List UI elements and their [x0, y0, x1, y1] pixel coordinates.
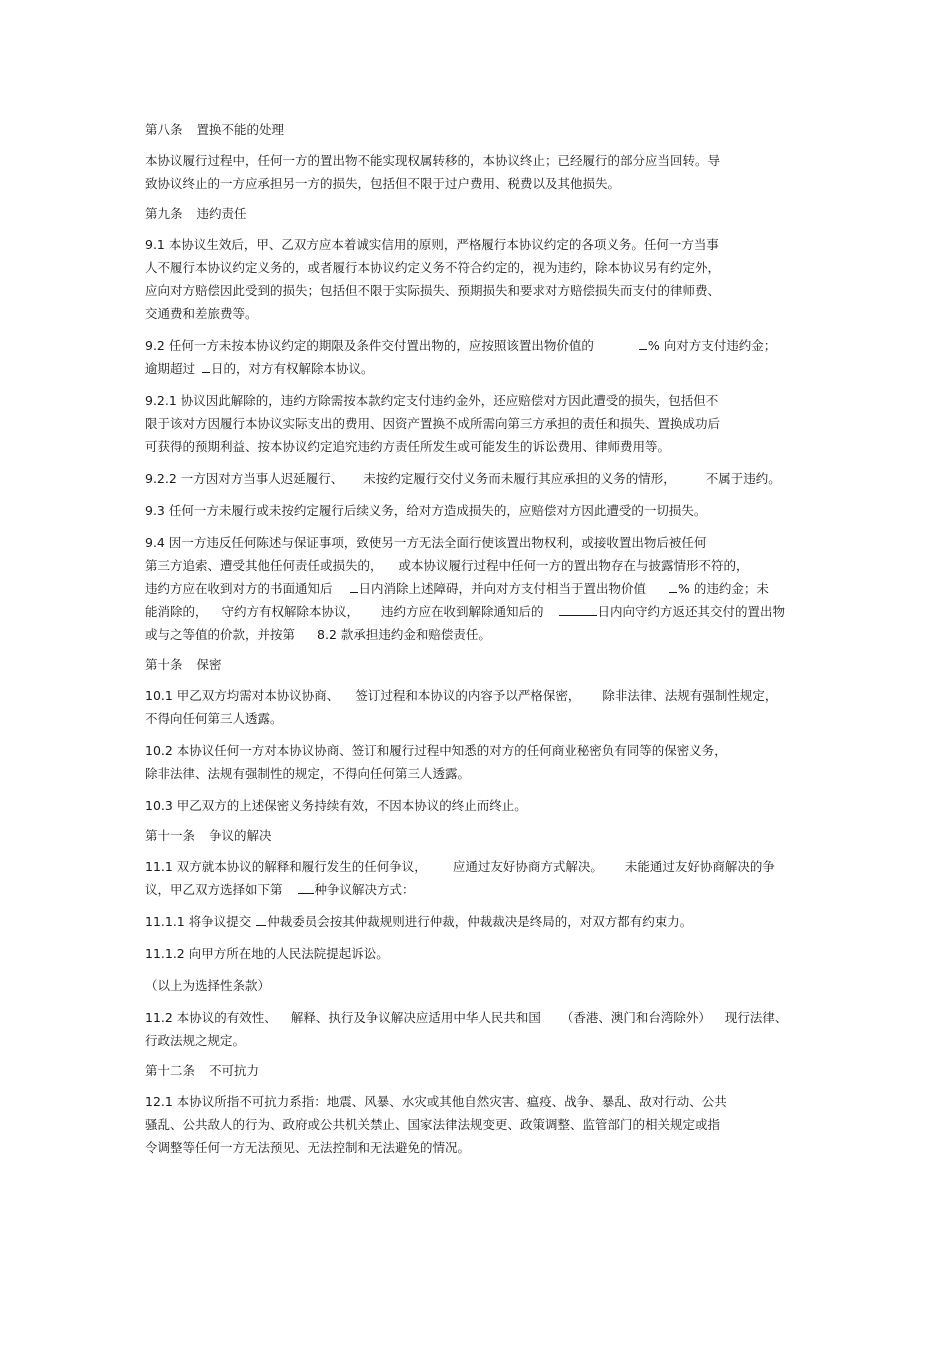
text-line: 10.3 甲乙双方的上述保密义务持续有效，不因本协议的终止而终止。 [145, 798, 527, 813]
clause-10-3 [145, 794, 805, 817]
article-title: 争议的解决 [209, 828, 272, 843]
clause-text: 违约方应在收到对方的书面通知后 [145, 581, 333, 596]
article-number: 第十条 [145, 657, 183, 672]
text-line: 令调整等任何一方无法预见、无法控制和无法避免的情况。 [145, 1140, 471, 1155]
clause-text: 种争议解决方式： [314, 882, 415, 897]
text-line: 致协议终止的一方应承担另一方的损失，包括但不限于过户费用、税费以及其他损失。 [145, 176, 621, 191]
clause-12-1 [145, 1090, 805, 1159]
article-number: 第十二条 [145, 1063, 196, 1078]
text-line [145, 623, 805, 646]
fill-blank[interactable] [350, 579, 358, 593]
text-line: 11.1.2 向甲方所在地的人民法院提起诉讼。 [145, 946, 389, 961]
clause-text: 11.2 本协议的有效性、 [145, 1010, 277, 1025]
clause-text: 日内向守约方返还其交付的置出物 [597, 604, 786, 619]
text-line: 骚乱、公共敌人的行为、政府或公共机关禁止、国家法律法规变更、政策调整、监管部门的相关规定或指 [145, 1117, 721, 1132]
clause-text: 守约方有权解除本协议， [221, 604, 360, 619]
clause-9-2-2 [145, 467, 805, 490]
clause-text: 日的，对方有权解除本协议。 [211, 361, 374, 376]
article-8-paragraph [145, 149, 805, 195]
text-line: 应向对方赔偿因此受到的损失；包括但不限于实际损失、预期损失和要求对方赔偿损失而支付的律师费、 [145, 283, 721, 298]
clause-text: 8.2 款承担违约金和赔偿责任。 [317, 627, 491, 642]
text-line: 限于该对方因履行本协议实际支出的费用、因资产置换不成所需向第三方承担的责任和损失、置换成功后 [145, 416, 721, 431]
clause-text: 未能通过友好协商解决的争 [624, 859, 775, 874]
article-10-heading [145, 655, 805, 675]
clause-9-2 [145, 334, 805, 380]
clause-text: 违约方应在收到解除通知后的 [381, 604, 544, 619]
clause-text: 不属于违约。 [705, 471, 781, 486]
text-line [145, 855, 805, 878]
article-title: 不可抗力 [209, 1063, 260, 1078]
text-line [145, 334, 805, 357]
text-line [145, 878, 805, 901]
text-line [145, 910, 805, 933]
clause-text: 签订过程和本协议的内容予以严格保密， [355, 688, 581, 703]
text-line: 9.4 因一方违反任何陈述与保证事项，致使另一方无法全面行使该置出物权利，或接收置出物后被任何 [145, 535, 707, 550]
text-line: 行政法规之规定。 [145, 1033, 246, 1048]
clause-text: 或与之等值的价款，并按第 [145, 627, 296, 642]
clause-11-1-2 [145, 942, 805, 965]
text-line [145, 1006, 805, 1029]
clause-text: 解释、执行及争议解决应适用中华人民共和国 [290, 1010, 541, 1025]
clause-9-1 [145, 233, 805, 325]
text-line [145, 684, 805, 707]
text-line: 交通费和差旅费等。 [145, 306, 258, 321]
clause-text: 第三方追索、遭受其他任何责任或损失的， [145, 558, 383, 573]
article-title: 置换不能的处理 [196, 122, 285, 137]
text-line [145, 577, 805, 600]
article-9-heading [145, 204, 805, 224]
clause-text: （香港、澳门和台湾除外） [560, 1010, 711, 1025]
text-line [145, 600, 805, 623]
article-number: 第九条 [145, 206, 183, 221]
fill-blank[interactable] [559, 602, 597, 616]
clause-9-3 [145, 499, 805, 522]
text-line: 10.2 本协议任何一方对本协议协商、签订和履行过程中知悉的对方的任何商业秘密负有同等的保密义务， [145, 743, 727, 758]
text-line [145, 554, 805, 577]
text-line [145, 357, 805, 380]
text-line: 9.2.1 协议因此解除的，违约方除需按本款约定支付违约金外，还应赔偿对方因此遭受的损失，包括但不 [145, 393, 719, 408]
optional-clause-note [145, 974, 805, 997]
article-title: 违约责任 [196, 206, 247, 221]
fill-blank[interactable] [298, 880, 314, 894]
text-line [145, 467, 805, 490]
text-line: 不得向任何第三人透露。 [145, 711, 283, 726]
clause-11-2 [145, 1006, 805, 1052]
clause-text: 现行法律、 [724, 1010, 788, 1025]
text-line: （以上为选择性条款） [145, 978, 271, 993]
clause-text: 能消除的， [145, 604, 208, 619]
article-12-heading [145, 1061, 805, 1081]
clause-11-1 [145, 855, 805, 901]
fill-blank[interactable] [669, 579, 677, 593]
article-number: 第八条 [145, 122, 183, 137]
text-line: 除非法律、法规有强制性的规定，不得向任何第三人透露。 [145, 766, 471, 781]
clause-10-2 [145, 739, 805, 785]
clause-text: 逾期超过 [145, 361, 196, 376]
clause-text: 除非法律、法规有强制性规定， [602, 688, 778, 703]
clause-text: 或本协议履行过程中任何一方的置出物存在与披露情形不符的， [398, 558, 749, 573]
clause-text: 仲裁委员会按其仲裁规则进行仲裁，仲裁裁决是终局的，对双方都有约束力。 [267, 914, 693, 929]
clause-text: 9.2.2 一方因对方当事人迟延履行、 [145, 471, 344, 486]
text-line: 9.3 任何一方未履行或未按约定履行后续义务，给对方造成损失的，应赔偿对方因此遭受的一切损失。 [145, 503, 707, 518]
clause-text: 应通过友好协商方式解决。 [452, 859, 603, 874]
clause-9-4 [145, 531, 805, 646]
clause-text: 10.1 甲乙双方均需对本协议协商、 [145, 688, 340, 703]
text-line: 可获得的预期利益、按本协议约定追究违约方责任所发生或可能发生的诉讼费用、律师费用等。 [145, 439, 671, 454]
article-number: 第十一条 [145, 828, 196, 843]
clause-text: 11.1.1 将争议提交 [145, 914, 252, 929]
fill-blank[interactable] [639, 336, 647, 350]
fill-blank[interactable] [202, 359, 210, 373]
clause-text: 日内消除上述障碍，并向对方支付相当于置出物价值 [358, 581, 647, 596]
article-8-heading [145, 120, 805, 140]
clause-text: % 向对方支付违约金； [647, 338, 777, 353]
clause-9-2-1 [145, 389, 805, 458]
clause-text: 11.1 双方就本协议的解释和履行发生的任何争议， [145, 859, 427, 874]
fill-blank[interactable] [256, 912, 266, 926]
text-line: 12.1 本协议所指不可抗力系指：地震、风暴、水灾或其他自然灾害、瘟疫、战争、暴乱、敌对行动、公共 [145, 1094, 727, 1109]
text-line: 9.1 本协议生效后，甲、乙双方应本着诚实信用的原则，严格履行本协议约定的各项义务。任何一方当事 [145, 237, 719, 252]
text-line: 人不履行本协议约定义务的，或者履行本协议约定义务不符合约定的，视为违约，除本协议另有约定外， [145, 260, 721, 275]
article-11-heading [145, 826, 805, 846]
text-line: 本协议履行过程中，任何一方的置出物不能实现权属转移的，本协议终止；已经履行的部分应当回转。导 [145, 153, 721, 168]
clause-text: 议，甲乙双方选择如下第 [145, 882, 283, 897]
clause-text: % 的违约金；未 [678, 581, 769, 596]
clause-text: 9.2 任何一方未按本协议约定的期限及条件交付置出物的，应按照该置出物价值的 [145, 338, 594, 353]
document-page [145, 120, 805, 1168]
article-title: 保密 [196, 657, 222, 672]
clause-10-1 [145, 684, 805, 730]
clause-text: 未按约定履行交付义务而未履行其应承担的义务的情形， [363, 471, 676, 486]
clause-11-1-1 [145, 910, 805, 933]
